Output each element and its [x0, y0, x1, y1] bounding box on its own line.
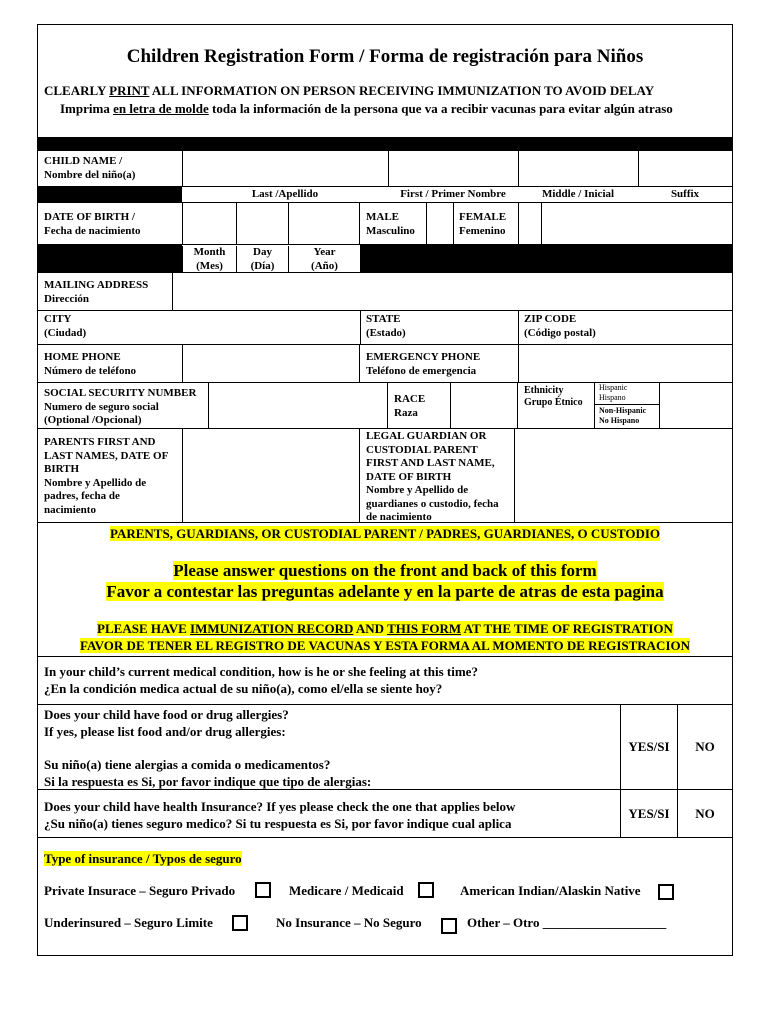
first-name-field[interactable] [388, 150, 518, 186]
underinsured-checkbox[interactable] [232, 915, 248, 931]
parents-field[interactable] [182, 428, 360, 522]
no-insurance-checkbox[interactable] [441, 918, 457, 934]
guardian-field[interactable] [514, 428, 732, 522]
emergency-phone-label: EMERGENCY PHONE Teléfono de emergencia [366, 351, 481, 377]
dob-year-field[interactable] [288, 202, 360, 244]
dob-month-field[interactable] [182, 202, 236, 244]
middle-name-caption: Middle / Inicial [541, 188, 615, 200]
month-caption: Month (Mes) [182, 246, 236, 272]
insurance-no[interactable]: NO [695, 806, 715, 821]
record-notice-es: FAVOR DE TENER EL REGISTRO DE VACUNAS Y ESTA FORMA AL MOMENTO DE REGISTRACION [79, 638, 691, 653]
allergies-no[interactable]: NO [695, 739, 715, 754]
dob-day-field[interactable] [236, 202, 288, 244]
no-insurance-label: No Insurance – No Seguro [276, 915, 422, 930]
day-caption: Day (Día) [236, 246, 288, 272]
ssn-label: SOCIAL SECURITY NUMBER Numero de seguro social (Optional /Opcional) [44, 387, 197, 426]
mailing-address-label: MAILING ADDRESS Dirección [44, 279, 149, 305]
guardian-label: LEGAL GUARDIAN OR CUSTODIAL PARENT FIRST AND LAST NAME, DATE OF BIRTH Nombre y Apellido de guardianes o custodio, fecha de nacimiento [366, 430, 499, 523]
ssn-field[interactable] [208, 382, 388, 428]
print-instruction-es: Imprima en letra de molde toda la información de la persona que va a recibir vacunas para evitar algún atraso [60, 101, 673, 116]
divider-bar [38, 137, 732, 150]
suffix-caption: Suffix [670, 188, 700, 200]
guardians-section-header: PARENTS, GUARDIANS, OR CUSTODIAL PARENT / PADRES, GUARDIANES, O CUSTODIO [109, 526, 661, 541]
insurance-question: Does your child have health Insurance? If yes please check the one that applies below ¿Su niño(a) tienes seguro medico? Si tu respuesta es Si, por favor indique cual aplica [44, 799, 516, 831]
male-checkbox[interactable] [426, 202, 454, 244]
insurance-yes[interactable]: YES/SI [620, 789, 678, 837]
first-name-caption: First / Primer Nombre [400, 188, 506, 200]
ethnicity-hispanic-option[interactable]: Hispanic Hispano [594, 382, 660, 405]
condition-question: In your child’s current medical condition, how is he or she feeling at this time? ¿En la condición medica actual de su niño(a), como el/ella se siente hoy? [44, 664, 478, 696]
answer-prompt-en: Please answer questions on the front and back of this form [173, 561, 597, 580]
last-name-caption: Last /Apellido [251, 188, 319, 200]
other-insurance-field[interactable]: Other – Otro ___________________ [467, 915, 667, 930]
underinsured-label: Underinsured – Seguro Limite [44, 915, 213, 930]
ethnicity-label: Ethnicity Grupo Étnico [524, 385, 583, 408]
last-name-field[interactable] [182, 150, 388, 186]
native-checkbox[interactable] [658, 884, 674, 900]
allergies-yes[interactable]: YES/SI [620, 704, 678, 789]
female-label: FEMALE Femenino [459, 211, 507, 237]
middle-name-field[interactable] [518, 150, 638, 186]
zip-label: ZIP CODE (Código postal) [524, 313, 596, 339]
emergency-phone-field[interactable] [518, 344, 732, 382]
race-field[interactable] [450, 382, 518, 428]
home-phone-label: HOME PHONE Número de teléfono [44, 351, 137, 377]
year-caption: Year (Año) [288, 246, 360, 272]
form-title: Children Registration Form / Forma de registración para Niños [126, 46, 644, 67]
male-label: MALE Masculino [366, 211, 415, 237]
medicare-label: Medicare / Medicaid [289, 883, 404, 898]
private-insurance-checkbox[interactable] [255, 882, 271, 898]
state-label: STATE (Estado) [366, 313, 406, 339]
parents-label: PARENTS FIRST AND LAST NAMES, DATE OF BIRTH Nombre y Apellido de padres, fecha de nacimiento [44, 436, 169, 516]
answer-prompt-es: Favor a contestar las preguntas adelante y en la parte de atras de esta pagina [106, 582, 664, 601]
allergies-question: Does your child have food or drug allergies? If yes, please list food and/or drug allergies: Su niño(a) tiene alergias a comida o medicamentos? Si la respuesta es Si, por favor indique que tipo de alergias: [44, 707, 372, 789]
native-label: American Indian/Alaskin Native [460, 883, 641, 898]
female-checkbox[interactable] [518, 202, 542, 244]
home-phone-field[interactable] [182, 344, 360, 382]
city-label: CITY (Ciudad) [44, 313, 87, 339]
medicare-checkbox[interactable] [418, 882, 434, 898]
print-instruction-en: CLEARLY PRINT ALL INFORMATION ON PERSON RECEIVING IMMUNIZATION TO AVOID DELAY [44, 83, 655, 98]
child-name-label: CHILD NAME / Nombre del niño(a) [44, 155, 136, 181]
race-label: RACE Raza [394, 393, 426, 419]
ethnicity-non-hispanic-option[interactable]: Non-Hispanic No Hispano [594, 405, 660, 428]
suffix-field[interactable] [638, 150, 732, 186]
record-notice-en: PLEASE HAVE IMMUNIZATION RECORD AND THIS FORM AT THE TIME OF REGISTRATION [97, 621, 673, 636]
insurance-type-header: Type of insurance / Typos de seguro [44, 851, 242, 866]
dob-label: DATE OF BIRTH / Fecha de nacimiento [44, 211, 141, 237]
mailing-address-field[interactable] [172, 272, 732, 310]
private-insurance-label: Private Insurace – Seguro Privado [44, 883, 236, 898]
